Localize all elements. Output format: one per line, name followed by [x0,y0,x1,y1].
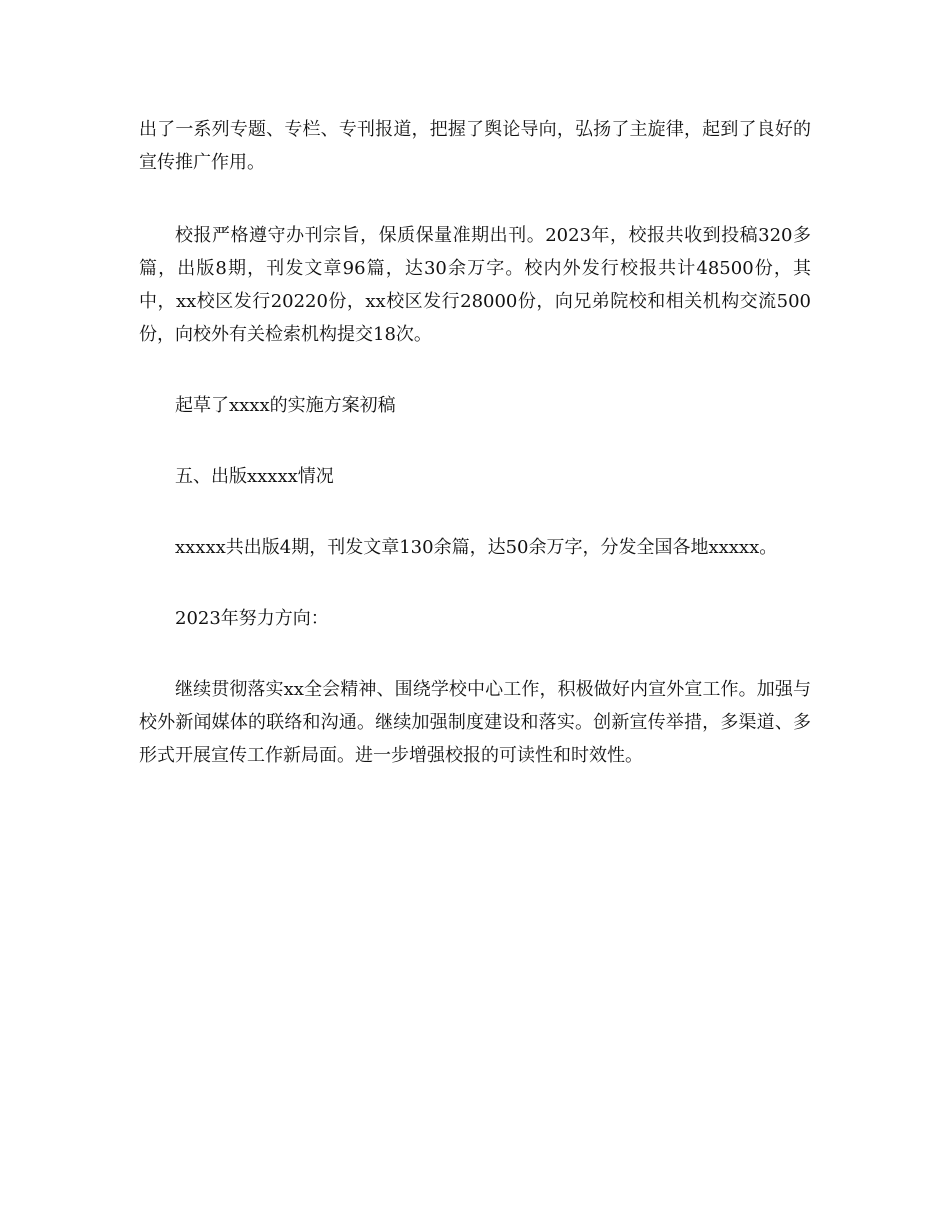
paragraph-publication-stats: xxxxx共出版4期，刊发文章130余篇，达50余万字，分发全国各地xxxxx。 [175,537,778,558]
section-heading-publication: 五、出版xxxxx情况 [175,466,334,487]
paragraph-continuation: 出了一系列专题、专栏、专刊报道，把握了舆论导向，弘扬了主旋律，起到了良好的宣传推广作用。 [139,119,811,173]
document-body [139,113,811,772]
section-heading-goals: 2023年努力方向： [175,608,329,629]
paragraph-newspaper-stats: 校报严格遵守办刊宗旨，保质保量准期出刊。2023年，校报共收到投稿320多篇，出版8期，刊发文章96篇，达30余万字。校内外发行校报共计48500份，其中，xx校区发行20220份，xx校区发行28000份，向兄弟院校和相关机构交流500份，向校外有关检索机构提交18次。 [139,225,811,345]
paragraph-goals: 继续贯彻落实xx全会精神、围绕学校中心工作，积极做好内宣外宣工作。加强与校外新闻媒体的联络和沟通。继续加强制度建设和落实。创新宣传举措，多渠道、多形式开展宣传工作新局面。进一步增强校报的可读性和时效性。 [139,679,811,766]
paragraph-draft-plan: 起草了xxxx的实施方案初稿 [175,395,396,416]
